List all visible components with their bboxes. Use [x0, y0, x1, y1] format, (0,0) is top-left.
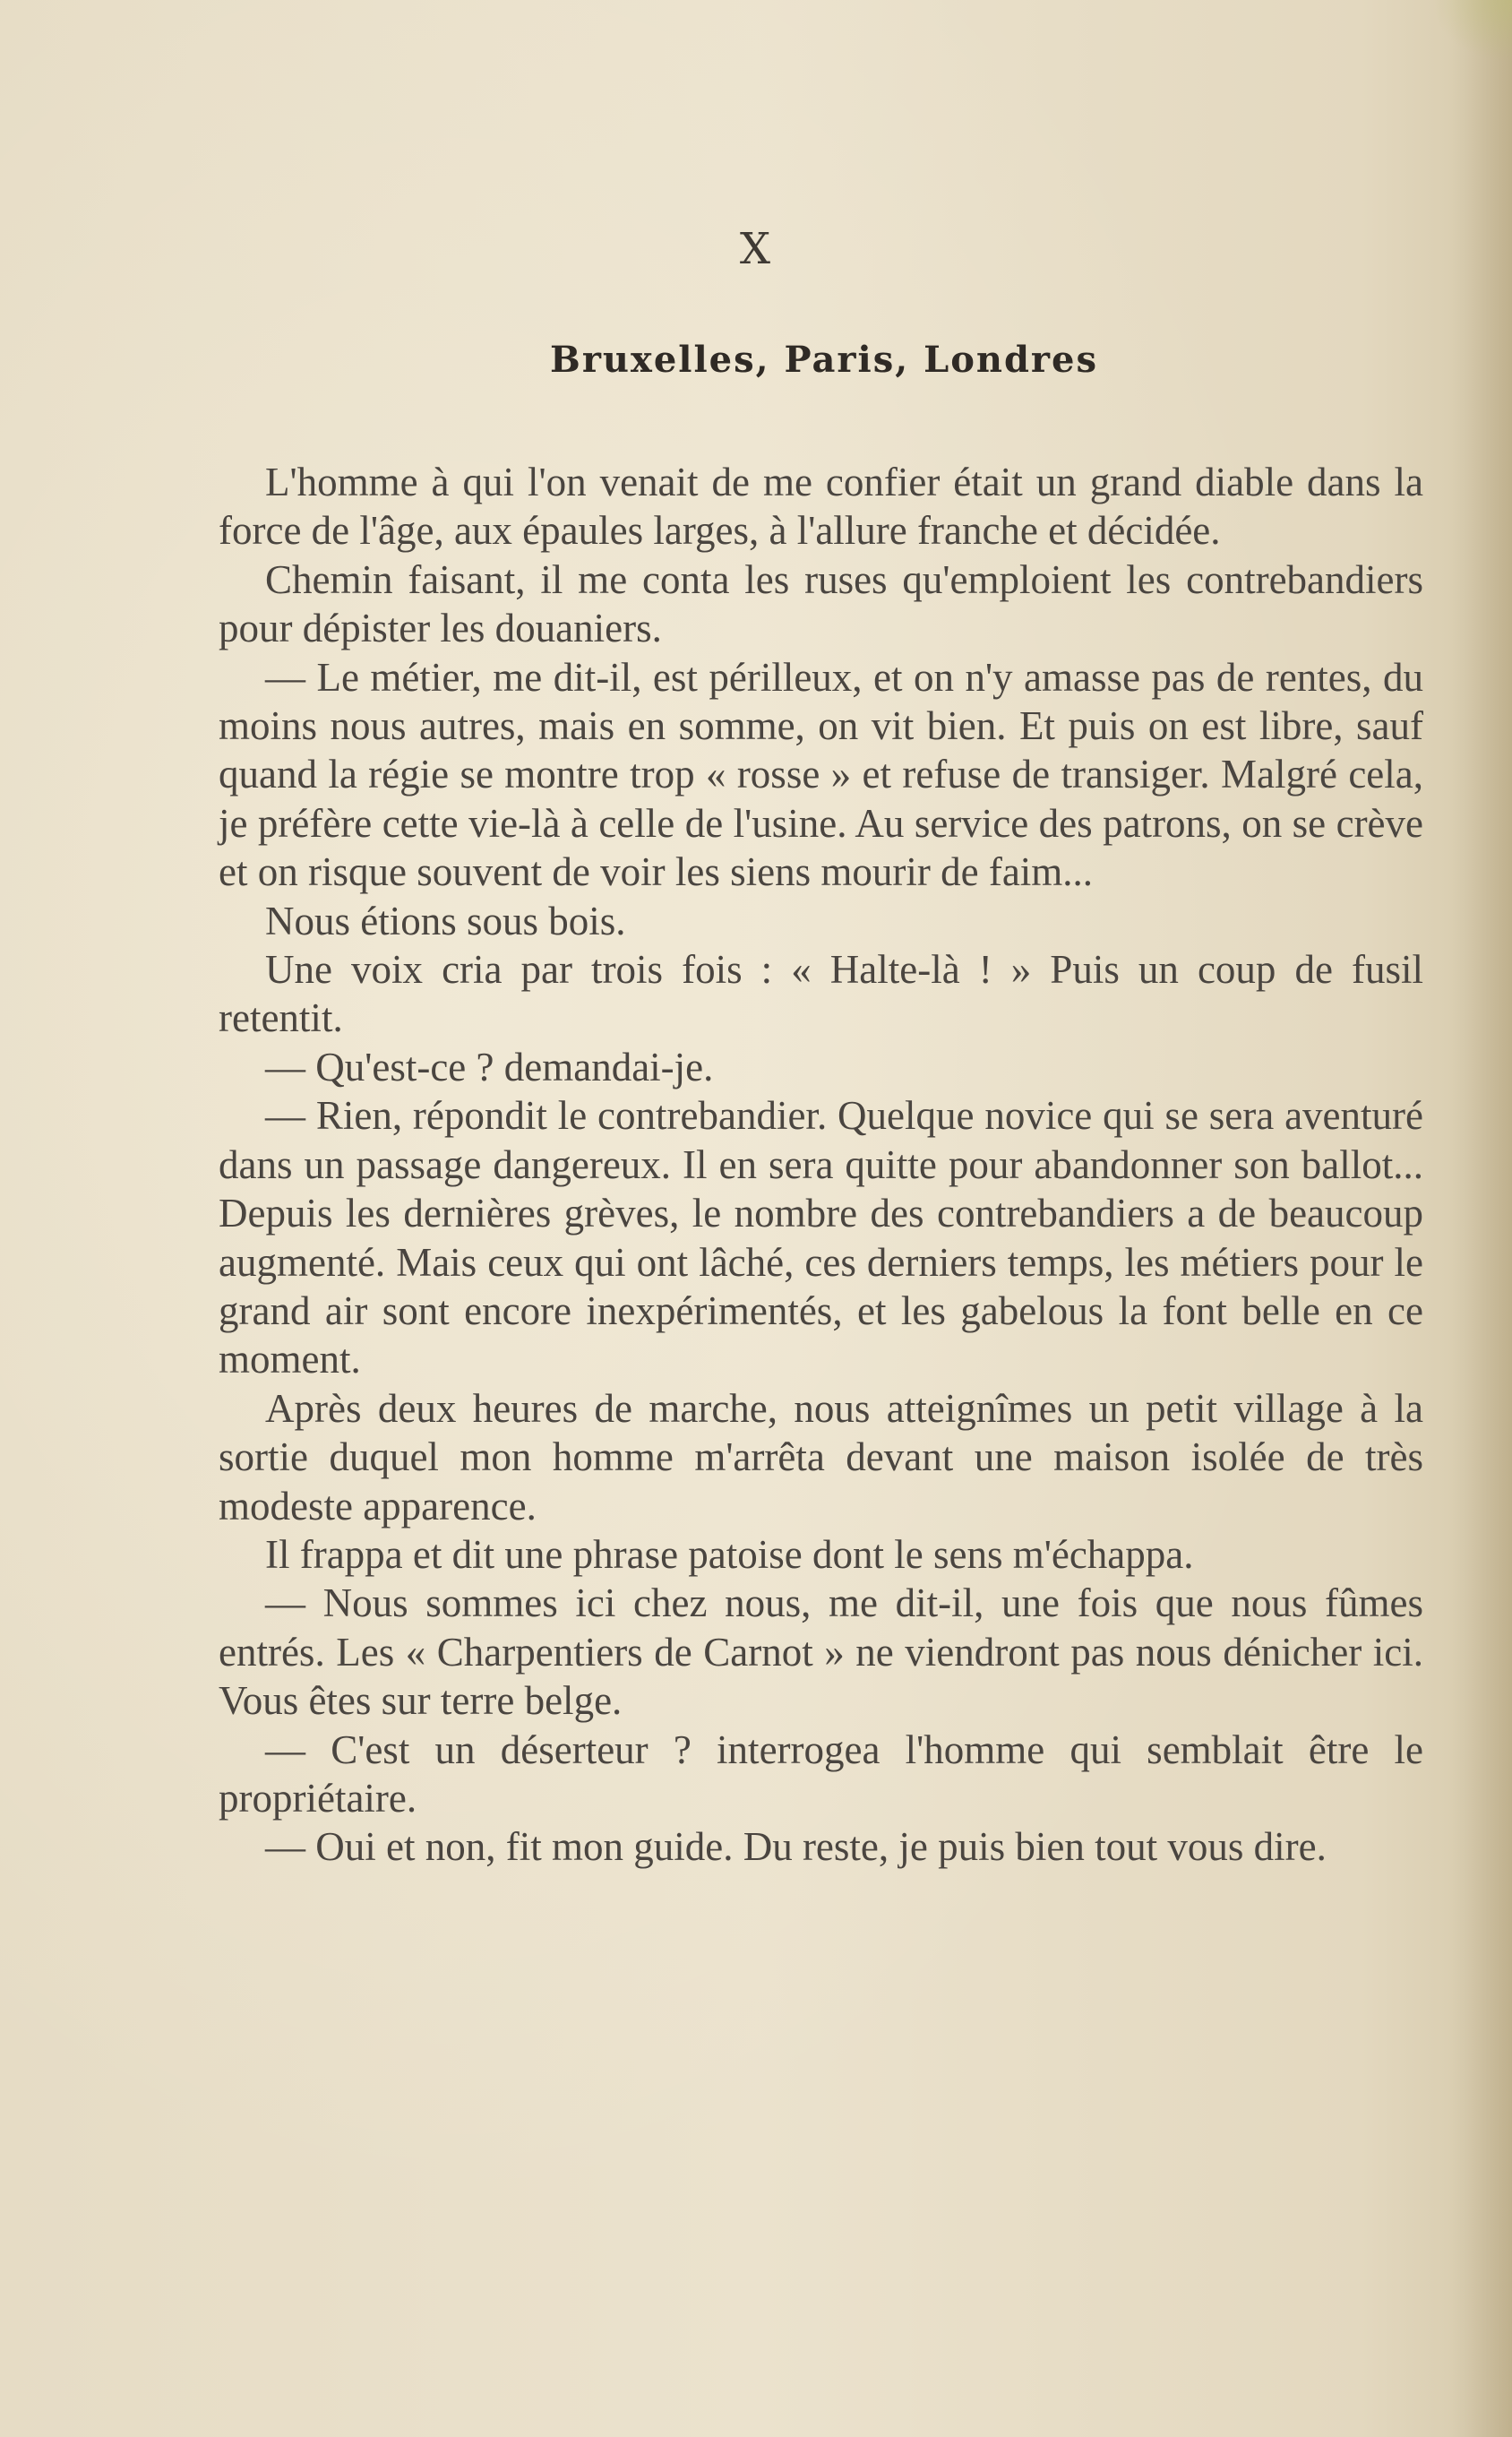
paragraph: Nous étions sous bois.: [265, 898, 626, 943]
body-text: [219, 458, 1423, 1872]
paragraph: — Nous sommes ici chez nous, me dit-il, une fois que nous fûmes entrés. Les « Charpentiers de Carnot » ne viendront pas nous dénicher ici. Vous êtes sur terre belge.: [219, 1580, 1423, 1724]
paragraph: Chemin faisant, il me conta les ruses qu'emploient les contrebandiers pour dépister les douaniers.: [219, 556, 1423, 651]
chapter-title: Bruxelles, Paris, Londres: [550, 339, 1098, 381]
paragraph: L'homme à qui l'on venait de me confier était un grand diable dans la force de l'âge, aux épaules larges, à l'allure franche et décidée.: [219, 460, 1423, 554]
paragraph: Une voix cria par trois fois : « Halte-là ! » Puis un coup de fusil retentit.: [219, 947, 1423, 1041]
paragraph: — Le métier, me dit-il, est périlleux, et on n'y amasse pas de rentes, du moins nous autres, mais en somme, on vit bien. Et puis on est libre, sauf quand la régie se montre trop « rosse » et refuse de transiger. Malgré cela, je préfère cette vie-là à celle de l'usine. Au service des patrons, on se crève et on risque souvent de voir les siens mourir de faim...: [219, 654, 1423, 895]
paragraph: Il frappa et dit une phrase patoise dont le sens m'échappa.: [265, 1531, 1194, 1577]
corner-stain: [1431, 0, 1512, 63]
paragraph: — Oui et non, fit mon guide. Du reste, je puis bien tout vous dire.: [265, 1824, 1327, 1870]
paragraph: Après deux heures de marche, nous atteignîmes un petit village à la sortie duquel mon homme m'arrêta devant une maison isolée de très modeste apparence.: [219, 1385, 1423, 1529]
paragraph: — C'est un déserteur ? interrogea l'homme qui semblait être le propriétaire.: [219, 1727, 1423, 1821]
paragraph: — Qu'est-ce ? demandai-je.: [265, 1044, 714, 1089]
paragraph: — Rien, répondit le contrebandier. Quelque novice qui se sera aventuré dans un passage dangereux. Il en sera quitte pour abandonner son ballot... Depuis les dernières grèves, le nombre des contrebandiers a de beaucoup augmenté. Mais ceux qui ont lâché, ces derniers temps, les métiers pour le grand air sont encore inexpérimentés, et les gabelous la font belle en ce moment.: [219, 1093, 1423, 1382]
chapter-number: X: [739, 224, 773, 274]
